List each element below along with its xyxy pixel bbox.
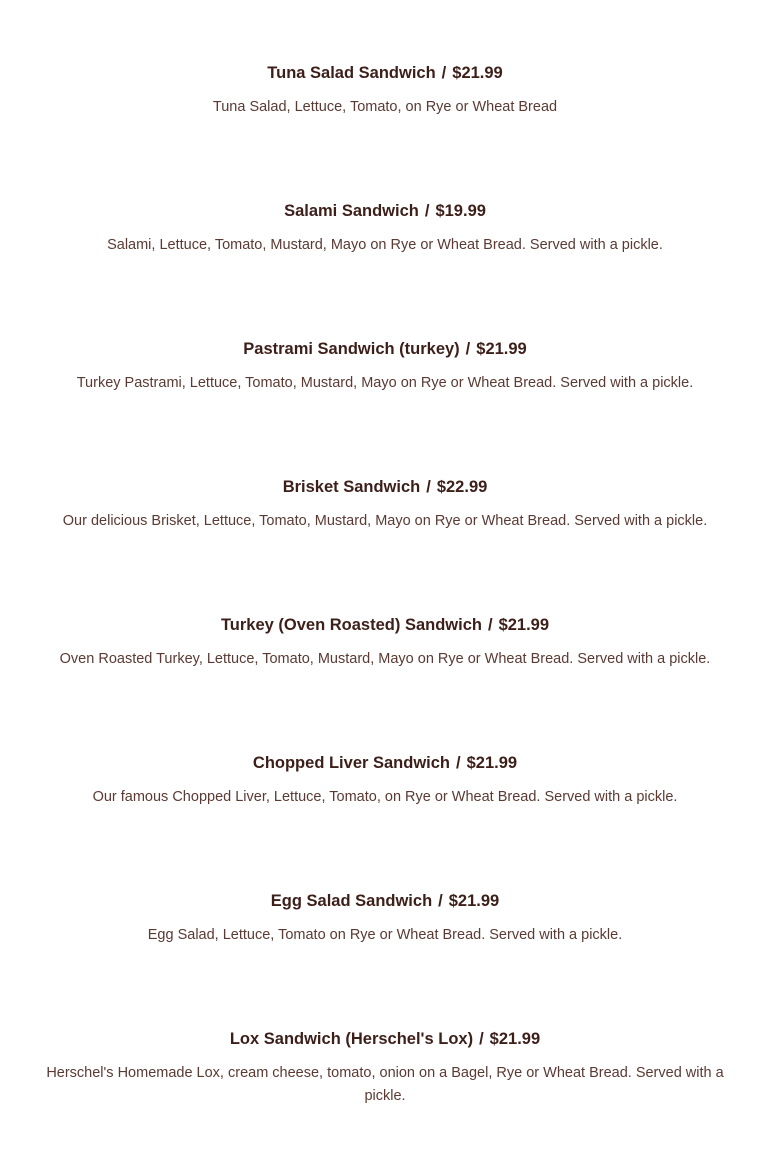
item-description: Our famous Chopped Liver, Lettuce, Tomato, on Rye or Wheat Bread. Served with a pickle. (92, 789, 678, 805)
item-title (30, 891, 740, 911)
item-description: Herschel's Homemade Lox, cream cheese, tomato, onion on a Bagel, Rye or Wheat Bread. Served with a pickle. (46, 1065, 724, 1104)
item-title (30, 201, 740, 221)
menu-item-brisket (30, 477, 740, 533)
item-separator: / (426, 478, 431, 496)
item-name: Brisket Sandwich (282, 478, 421, 496)
item-name: Chopped Liver Sandwich (252, 754, 451, 772)
item-price: $22.99 (436, 478, 488, 496)
item-title (30, 1029, 740, 1049)
item-title (30, 63, 740, 83)
menu-item-turkey-oven-roasted (30, 615, 740, 671)
menu-item-tuna-salad (30, 63, 740, 119)
item-description: Our delicious Brisket, Lettuce, Tomato, Mustard, Mayo on Rye or Wheat Bread. Served with a pickle. (62, 513, 708, 529)
item-title (30, 615, 740, 635)
item-title (30, 477, 740, 497)
item-name: Turkey (Oven Roasted) Sandwich (220, 616, 482, 634)
item-description: Tuna Salad, Lettuce, Tomato, on Rye or Wheat Bread (212, 99, 558, 115)
item-separator: / (465, 340, 471, 358)
item-price: $21.99 (498, 616, 550, 634)
menu-item-chopped-liver (30, 753, 740, 809)
item-price: $19.99 (435, 202, 486, 220)
menu-item-lox (30, 1029, 740, 1108)
item-separator: / (456, 754, 461, 772)
menu-item-salami (30, 201, 740, 257)
item-description: Oven Roasted Turkey, Lettuce, Tomato, Mustard, Mayo on Rye or Wheat Bread. Served with a pickle. (59, 651, 711, 667)
item-separator: / (438, 892, 443, 910)
item-name: Tuna Salad Sandwich (267, 64, 436, 82)
item-description: Egg Salad, Lettuce, Tomato on Rye or Wheat Bread. Served with a pickle. (147, 927, 623, 943)
item-description: Turkey Pastrami, Lettuce, Tomato, Mustard, Mayo on Rye or Wheat Bread. Served with a pickle. (76, 375, 694, 391)
item-separator: / (424, 202, 430, 220)
item-price: $21.99 (452, 64, 503, 82)
menu-item-pastrami (30, 339, 740, 395)
item-title (30, 339, 740, 359)
item-separator: / (487, 616, 493, 634)
item-price: $21.99 (466, 754, 518, 772)
item-name: Egg Salad Sandwich (270, 892, 433, 910)
item-separator: / (479, 1030, 484, 1048)
item-price: $21.99 (489, 1030, 541, 1048)
item-name: Pastrami Sandwich (turkey) (243, 340, 460, 358)
item-title (30, 753, 740, 773)
item-separator: / (441, 64, 447, 82)
item-name: Lox Sandwich (Herschel's Lox) (229, 1030, 474, 1048)
item-description: Salami, Lettuce, Tomato, Mustard, Mayo on Rye or Wheat Bread. Served with a pickle. (107, 237, 663, 253)
item-price: $21.99 (448, 892, 500, 910)
item-name: Salami Sandwich (284, 202, 419, 220)
item-price: $21.99 (476, 340, 527, 358)
menu-item-egg-salad (30, 891, 740, 947)
